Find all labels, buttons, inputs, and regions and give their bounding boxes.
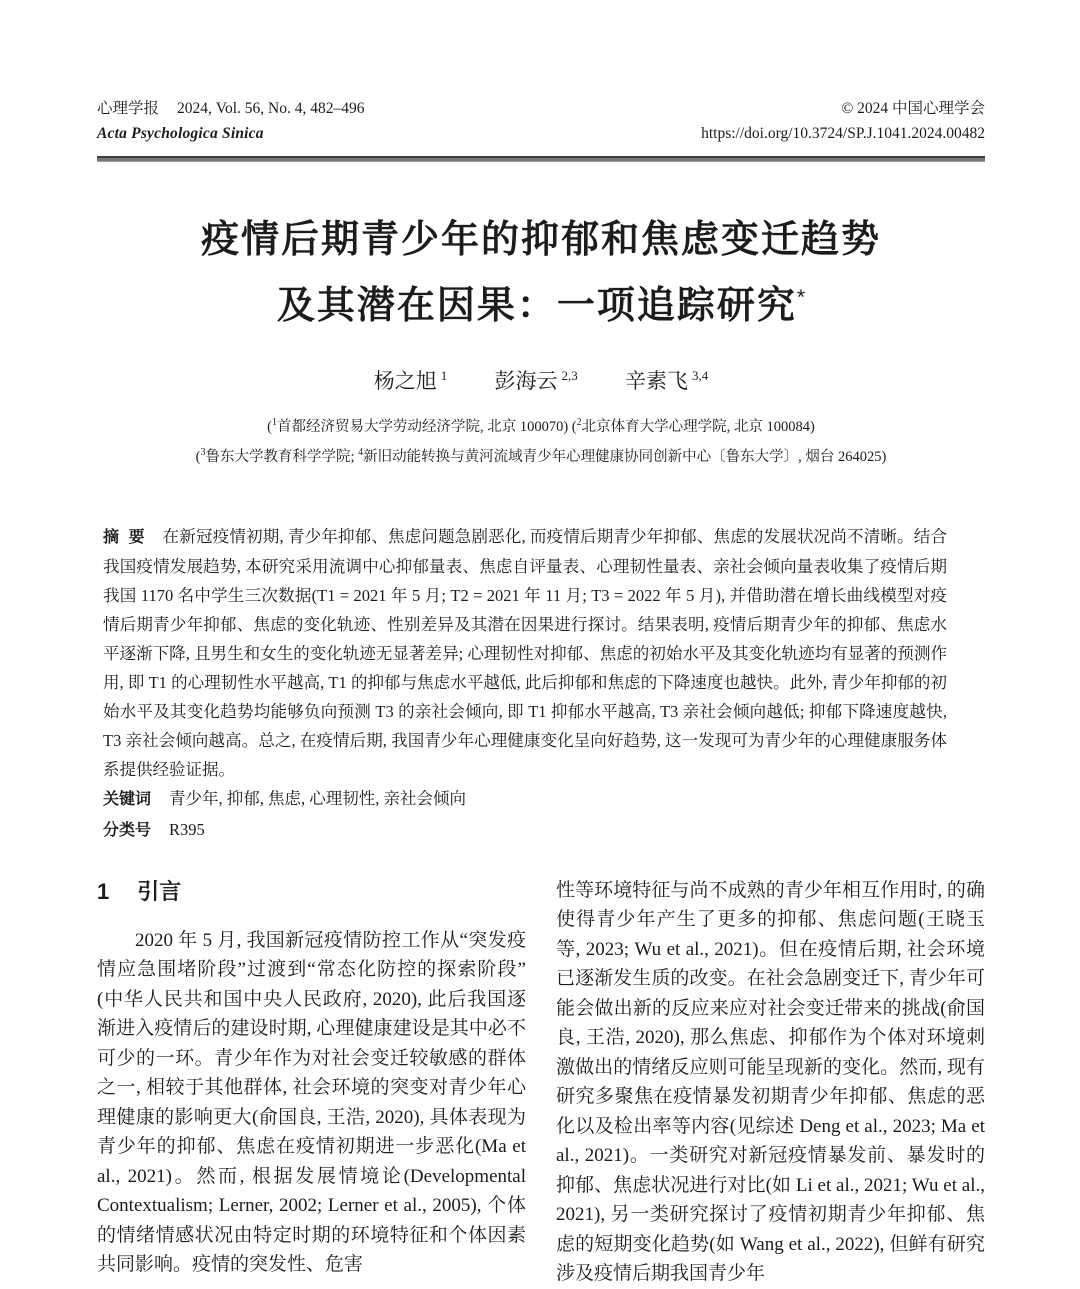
affiliation-line-1 bbox=[97, 410, 985, 440]
affiliation-text: ( bbox=[267, 418, 272, 435]
author-3 bbox=[625, 369, 708, 393]
intro-paragraph-right: 性等环境特征与尚不成熟的青少年相互作用时, 的确使得青少年产生了更多的抑郁、焦虑问题(王晓玉 等, 2023; Wu et al., 2021)。但在疫情后期, 社会环境已逐渐发生质的改变。在社会急剧变迁下, 青少年可能会做出新的反应来应对社会变迁带来的挑战(俞国良, 王浩, 2020), 那么焦虑、抑郁作为个体对环境刺激做出的情绪反应则可能呈现新的变化。然而, 现有研究多聚焦在疫情暴发初期青少年抑郁、焦虑的恶化以及检出率等内容(见综述 Deng et al., 2023; Ma et al., 2021)。一类研究对新冠疫情暴发前、暴发时的抑郁、焦虑状况进行对比(如 Li et al., 2021; Wu et al., 2021), 另一类研究探讨了疫情初期青少年抑郁、焦虑的短期变化趋势(如 Wang et al., 2022), 但鲜有研究涉及疫情后期我国青少年 bbox=[556, 879, 985, 1285]
section-heading bbox=[97, 876, 526, 908]
affiliation-text: 北京体育大学心理学院, 北京 100084) bbox=[581, 418, 815, 435]
journal-name-cn: 心理学报 bbox=[97, 100, 160, 117]
keywords-row bbox=[103, 784, 947, 815]
author-3-name: 辛素飞 bbox=[625, 369, 688, 393]
body-columns bbox=[97, 876, 985, 1289]
section-title: 引言 bbox=[137, 878, 182, 904]
abstract-block bbox=[103, 522, 947, 784]
doi-text: https://doi.org/10.3724/SP.J.1041.2024.00482 bbox=[701, 125, 985, 142]
paper-title-line2 bbox=[97, 269, 985, 335]
keywords-label: 关键词 bbox=[103, 790, 152, 808]
journal-issue-line bbox=[97, 96, 364, 121]
body-column-right bbox=[556, 876, 985, 1289]
paper-title bbox=[97, 212, 985, 335]
abstract-text: 在新冠疫情初期, 青少年抑郁、焦虑问题急剧恶化, 而疫情后期青少年抑郁、焦虑的发展状况尚不清晰。结合我国疫情发展趋势, 本研究采用流调中心抑郁量表、焦虑自评量表、心理韧性量表、亲社会倾向量表收集了疫情后期我国 1170 名中学生三次数据(T1 = 2021 年 5 月; T2 = 2021 年 11 月; T3 = 2022 年 5 月), 并借助潜在增长曲线模型对疫情后期青少年抑郁、焦虑的变化轨迹、性别差异及其潜在因果进行探讨。结果表明, 疫情后期青少年的抑郁、焦虑水平逐渐下降, 且男生和女生的变化轨迹无显著差异; 心理韧性对抑郁、焦虑的初始水平及其变化轨迹均有显著的预测作用, 即 T1 的心理韧性水平越高, T1 的抑郁与焦虑水平越低, 此后抑郁和焦虑的下降速度也越快。此外, 青少年抑郁的初始水平及其变化趋势均能够负向预测 T3 的亲社会倾向, 即 T1 抑郁水平越高, T3 亲社会倾向越低; 抑郁下降速度越快, T3 亲社会倾向越高。总之, 在疫情后期, 我国青少年心理健康变化呈向好趋势, 这一发现可为青少年的心理健康服务体系提供经验证据。 bbox=[103, 526, 947, 779]
author-2-superscript: 2,3 bbox=[561, 368, 578, 383]
intro-paragraph-left: 2020 年 5 月, 我国新冠疫情防控工作从“突发疫情应急围堵阶段”过渡到“常态化防控的探索阶段” (中华人民共和国中央人民政府, 2020), 此后我国逐渐进入疫情后的建设时期, 心理健康建设是其中必不可少的一环。青少年作为对社会变迁较敏感的群体之一, 相较于其他群体, 社会环境的突变对青少年心理健康的影响更大(俞国良, 王浩, 2020), 具体表现为青少年的抑郁、焦虑在疫情初期进一步恶化(Ma et al., 2021)。然而, 根据发展情境论(Developmental Contextualism; Lerner, 2002; Lerner et al., 2005), 个体的情绪情感状况由特定时期的环境特征和个体因素共同影响。疫情的突发性、危害 bbox=[97, 929, 526, 1276]
issue-info: 2024, Vol. 56, No. 4, 482–496 bbox=[177, 100, 365, 117]
classification-label: 分类号 bbox=[103, 821, 152, 839]
section-number: 1 bbox=[97, 878, 110, 904]
author-1 bbox=[374, 369, 448, 393]
author-1-name: 杨之旭 bbox=[373, 369, 437, 393]
affiliation-superscript: 2 bbox=[576, 417, 582, 428]
copyright-notice: © 2024 中国心理学会 bbox=[841, 100, 985, 117]
affiliation-text: 新旧动能转换与黄河流域青少年心理健康协同创新中心〔鲁东大学〕, 烟台 264025) bbox=[363, 448, 887, 465]
author-list bbox=[97, 361, 985, 396]
affiliation-line-2 bbox=[97, 440, 985, 470]
affiliations bbox=[97, 410, 985, 470]
author-3-superscript: 3,4 bbox=[692, 368, 709, 383]
classification-row bbox=[103, 815, 947, 846]
page-header bbox=[97, 96, 985, 146]
keywords-text: 青少年, 抑郁, 焦虑, 心理韧性, 亲社会倾向 bbox=[169, 788, 467, 808]
affiliation-text: 首都经济贸易大学劳动经济学院, 北京 100070) ( bbox=[276, 418, 577, 435]
abstract-label: 摘 要 bbox=[103, 528, 145, 546]
journal-name-en: Acta Psychologica Sinica bbox=[97, 125, 264, 142]
affiliation-superscript: 1 bbox=[271, 417, 277, 428]
classification-value: R395 bbox=[169, 819, 205, 839]
author-2 bbox=[495, 369, 578, 393]
header-divider bbox=[97, 156, 985, 162]
affiliation-text: 鲁东大学教育科学学院; bbox=[205, 448, 359, 465]
author-1-superscript: 1 bbox=[440, 368, 448, 383]
paper-title-line2-text: 及其潜在因果：一项追踪研究 bbox=[276, 285, 797, 327]
journal-info bbox=[97, 96, 364, 146]
author-2-name: 彭海云 bbox=[494, 369, 558, 393]
paper-title-line1: 疫情后期青少年的抑郁和焦虑变迁趋势 bbox=[200, 219, 881, 261]
affiliation-superscript: 3 bbox=[200, 446, 206, 458]
title-footnote-asterisk: * bbox=[796, 286, 806, 309]
affiliation-text: ( bbox=[195, 448, 201, 465]
copyright-info bbox=[701, 96, 985, 146]
body-column-left bbox=[97, 876, 526, 1289]
affiliation-superscript: 4 bbox=[358, 446, 364, 458]
